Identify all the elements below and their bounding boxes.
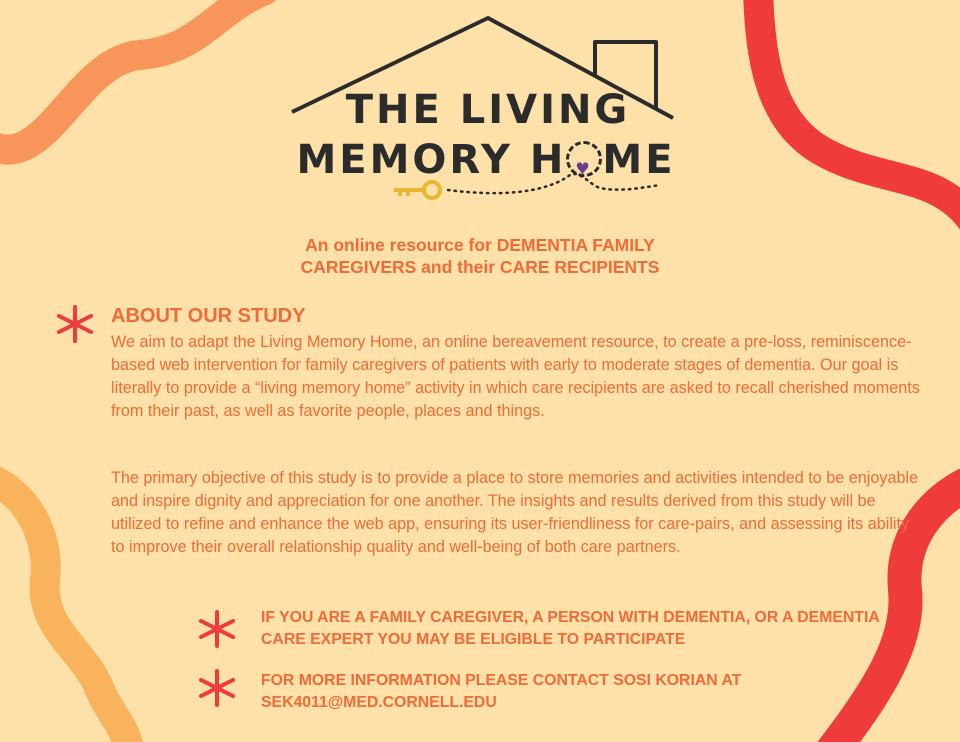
logo-line2-part2: ME bbox=[602, 137, 676, 183]
contact-callout: FOR MORE INFORMATION PLEASE CONTACT SOSI KORIAN AT SEK4011@MED.CORNELL.EDU bbox=[261, 672, 742, 711]
eligibility-callout: IF YOU ARE A FAMILY CAREGIVER, A PERSON WITH DEMENTIA, OR A DEMENTIA CARE EXPERT YOU MAY BE ELIGIBLE TO PARTICIPATE bbox=[261, 609, 880, 648]
tagline bbox=[250, 234, 710, 278]
asterisk-star-icon bbox=[197, 609, 237, 649]
heart-icon: ♥ bbox=[575, 159, 593, 178]
about-paragraph-2: The primary objective of this study is to provide a place to store memories and activities intended to be enjoyable and inspire dignity and appreciation for one another. The insights and results derived from this study will be utilized to refine and enhance the web app, ensuring its user-friendliness for care-pairs, and assessing its ability to improve their overall relationship quality and well-being of both care partners. bbox=[111, 469, 919, 556]
wave-right-top bbox=[758, 0, 960, 225]
logo-title-line2 bbox=[286, 138, 686, 182]
key-icon bbox=[394, 182, 440, 198]
asterisk-star-icon bbox=[197, 668, 237, 708]
about-paragraph-1: We aim to adapt the Living Memory Home, an online bereavement resource, to create a pre-loss, reminiscence-based web intervention for family caregivers of patients with early to moderate stages of dementia. Our goal is literally to provide a “living memory home” activity in which care recipients are asked to recall cherished moments from their past, as well as favorite people, places and things. bbox=[111, 333, 920, 420]
about-title: ABOUT OUR STUDY bbox=[111, 305, 306, 327]
logo-title-line1: THE LIVING bbox=[345, 87, 631, 133]
asterisk-star-icon bbox=[55, 304, 95, 344]
tagline-line2: CAREGIVERS and their CARE RECIPIENTS bbox=[300, 257, 660, 277]
logo bbox=[280, 10, 680, 210]
wave-top-left bbox=[0, 0, 265, 150]
tagline-line1: An online resource for DEMENTIA FAMILY bbox=[305, 235, 655, 255]
logo-line2-part1: MEMORY H bbox=[296, 137, 567, 183]
logo-o-heart bbox=[566, 141, 602, 177]
